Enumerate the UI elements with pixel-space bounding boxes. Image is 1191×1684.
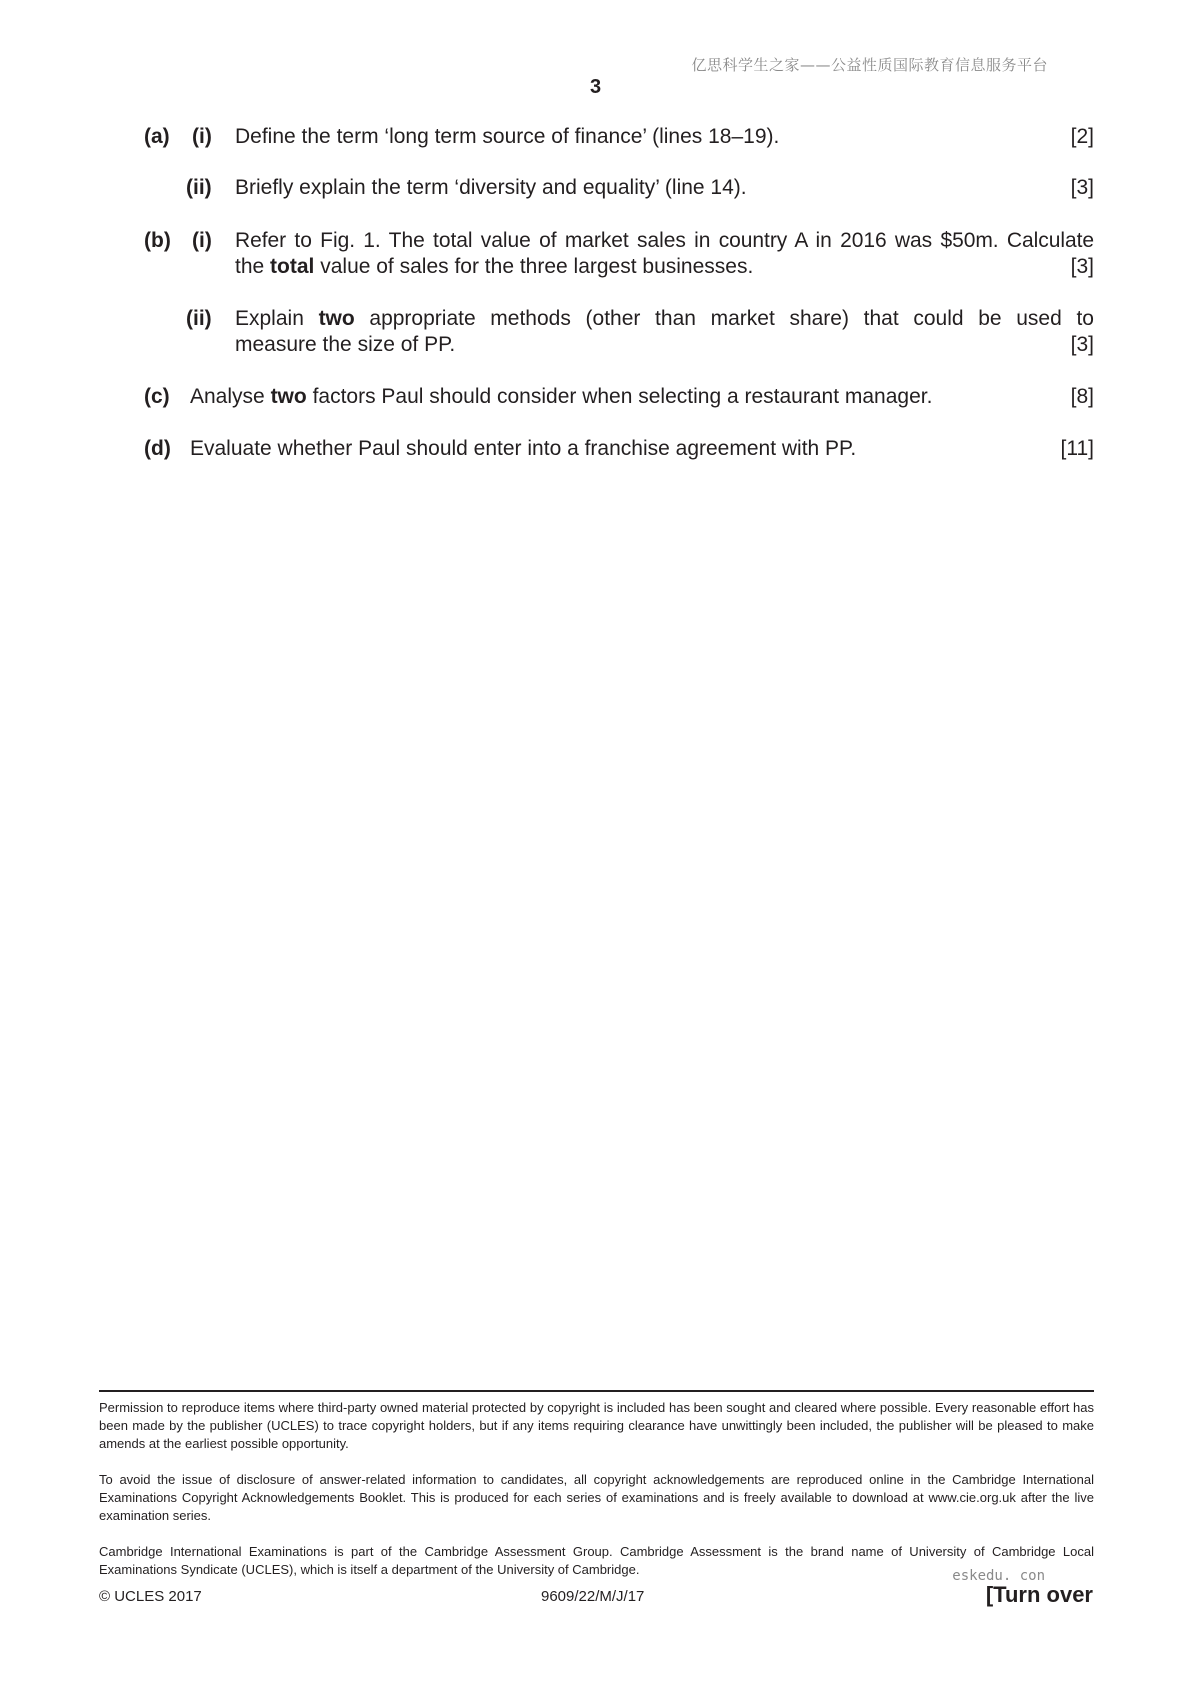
header-watermark: 亿思科学生之家——公益性质国际教育信息服务平台 xyxy=(691,56,1048,74)
question-text-b-ii-line2: measure the size of PP. xyxy=(235,333,456,356)
question-text-a-i: Define the term ‘long term source of finance’ (lines 18–19). xyxy=(235,125,780,148)
question-text-d: Evaluate whether Paul should enter into a franchise agreement with PP. xyxy=(190,437,857,460)
question-text-b-ii-line1 xyxy=(235,306,1094,332)
c-text-pre: Analyse xyxy=(190,385,265,408)
b-ii-line1-bold: two xyxy=(318,307,355,330)
marks-a-i: [2] xyxy=(1070,125,1094,148)
sub-label-a-ii: (ii) xyxy=(186,176,212,199)
marks-c: [8] xyxy=(1070,385,1094,408)
footer-cambridge-notice: Cambridge International Examinations is part of the Cambridge Assessment Group. Cambridge Assessment is the brand name of University of Cambridge Local Examinations Syndicate (UCLES), which is itself a department of the University of Cambridge. xyxy=(99,1544,1094,1577)
marks-b-i: [3] xyxy=(1070,255,1094,278)
c-text-bold: two xyxy=(270,385,307,408)
b-i-line2-post: value of sales for the three largest businesses. xyxy=(320,255,754,278)
part-label-a: (a) xyxy=(144,125,170,148)
sub-label-b-i: (i) xyxy=(192,229,212,252)
marks-b-ii: [3] xyxy=(1070,333,1094,356)
question-text-a-ii: Briefly explain the term ‘diversity and equality’ (line 14). xyxy=(235,176,747,199)
c-text-post: factors Paul should consider when selecting a restaurant manager. xyxy=(312,385,933,408)
footer-paper-code: 9609/22/M/J/17 xyxy=(541,1588,645,1605)
footer-site-watermark: eskedu. con xyxy=(952,1568,1045,1584)
question-text-b-i-line2 xyxy=(235,254,753,280)
part-label-d: (d) xyxy=(144,437,171,460)
footer-permission-notice: Permission to reproduce items where third-party owned material protected by copyright is included has been sought and cleared where possible. Every reasonable effort has been made by the publisher (UCLES) to trace copyright holders, but if any items requiring clearance have unwittingly been included, the publisher will be pleased to make amends at the earliest possible opportunity. xyxy=(99,1400,1094,1451)
b-i-line2-pre: the xyxy=(235,255,265,278)
question-text-b-i-line1: Refer to Fig. 1. The total value of market sales in country A in 2016 was $50m. Calculate xyxy=(235,229,1094,252)
question-b-i xyxy=(144,228,1094,280)
b-ii-line1-post: appropriate methods (other than market share) that could be used to xyxy=(369,307,1094,330)
question-text-c xyxy=(190,384,932,410)
part-label-c: (c) xyxy=(144,385,170,408)
b-ii-line1-pre: Explain xyxy=(235,307,304,330)
marks-d: [11] xyxy=(1060,437,1094,460)
sub-label-b-ii: (ii) xyxy=(186,307,212,330)
question-d xyxy=(144,436,1094,462)
turn-over-label: [Turn over xyxy=(985,1582,1093,1607)
question-a-i xyxy=(144,124,1094,150)
footer-disclosure-notice: To avoid the issue of disclosure of answer-related information to candidates, all copyright acknowledgements are reproduced online in the Cambridge International Examinations Copyright Acknowledgements Booklet. This is produced for each series of examinations and is freely available to download at www.cie.org.uk after the live examination series. xyxy=(99,1472,1094,1523)
question-b-ii xyxy=(144,306,1094,358)
sub-label-a-i: (i) xyxy=(192,125,212,148)
b-i-line2-bold: total xyxy=(270,255,315,278)
question-a-ii xyxy=(144,175,1094,201)
marks-a-ii: [3] xyxy=(1070,176,1094,199)
page-number: 3 xyxy=(589,76,602,98)
footer-divider xyxy=(99,1390,1094,1392)
part-label-b: (b) xyxy=(144,229,171,252)
question-c xyxy=(144,384,1094,410)
footer-copyright: © UCLES 2017 xyxy=(99,1588,202,1605)
